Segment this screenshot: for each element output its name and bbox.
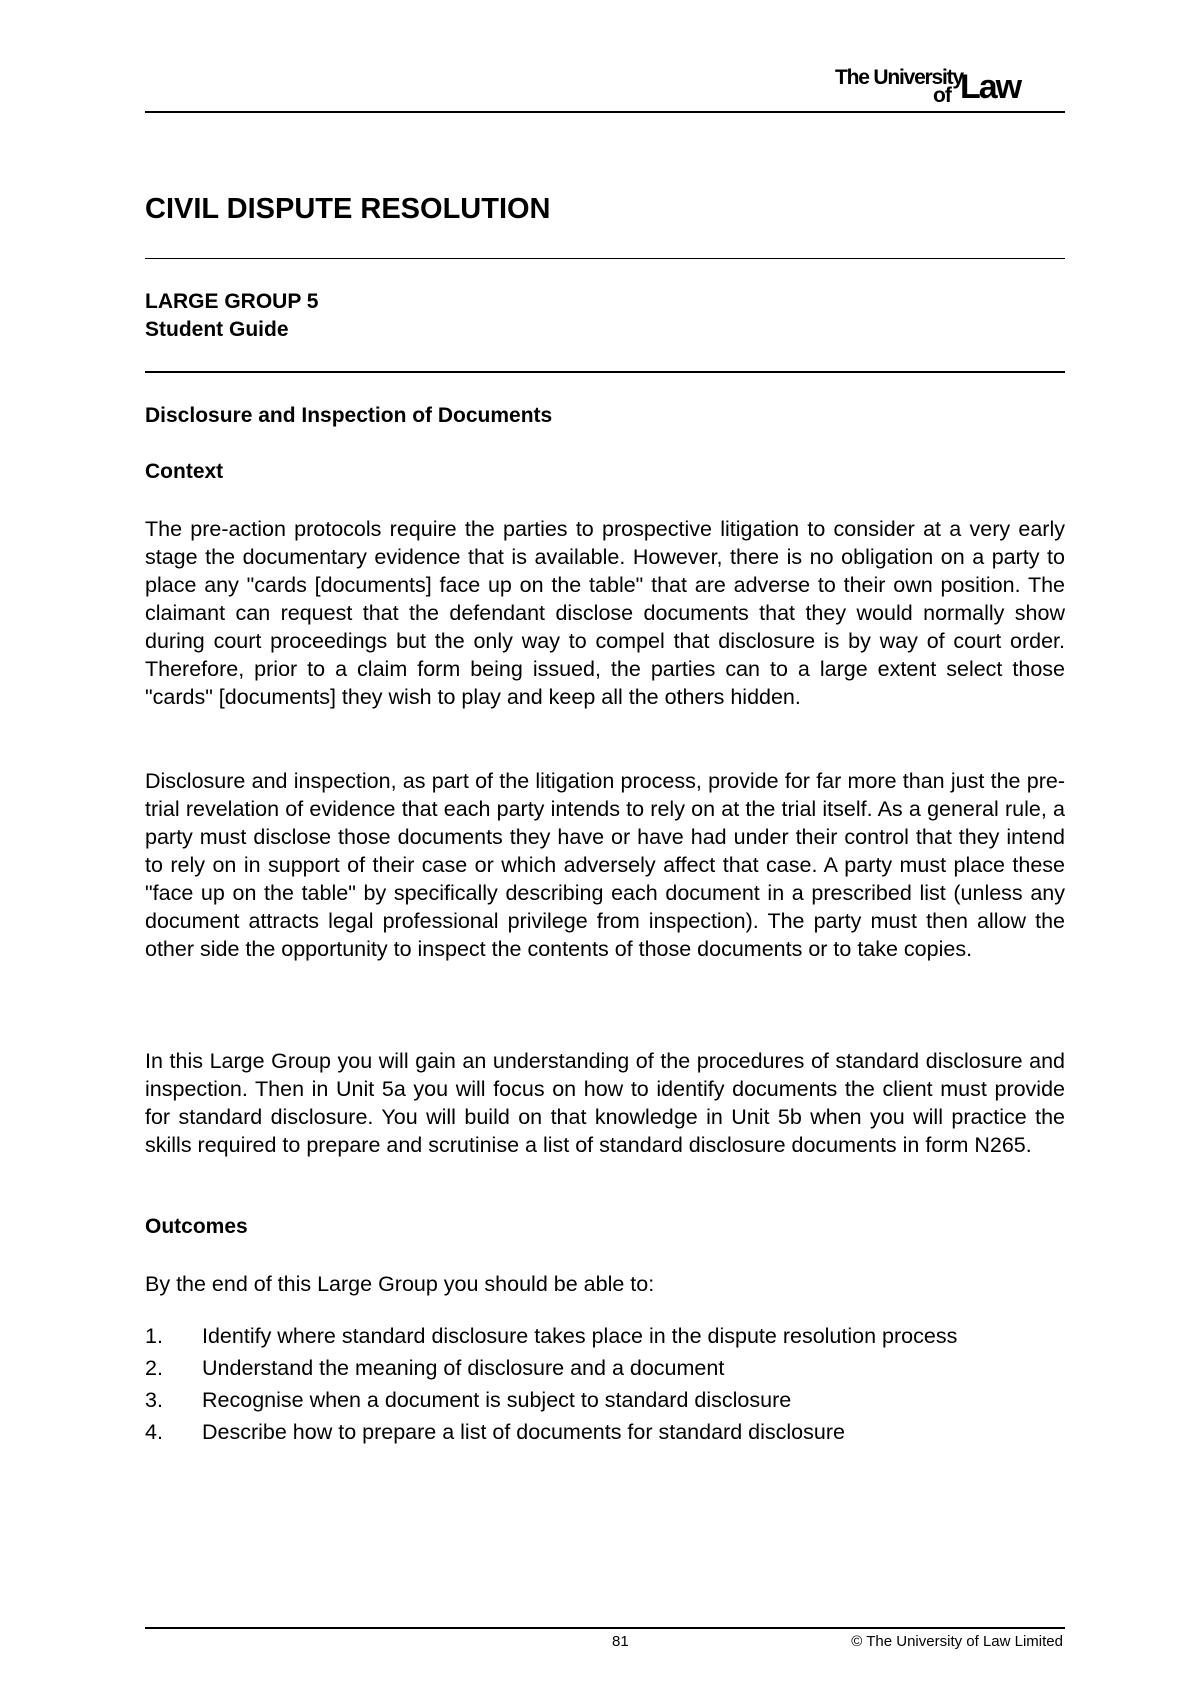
footer-rule <box>145 1627 1065 1629</box>
item-text: Describe how to prepare a list of documents for standard disclosure <box>202 1420 845 1444</box>
list-item <box>145 1384 1065 1416</box>
item-text: Understand the meaning of disclosure and a document <box>202 1356 725 1380</box>
item-text: Identify where standard disclosure takes place in the dispute resolution process <box>202 1324 958 1348</box>
copyright: © The University of Law Limited <box>851 1633 1063 1650</box>
header-rule <box>145 111 1065 113</box>
item-number: 2. <box>145 1356 163 1380</box>
item-text: Recognise when a document is subject to standard disclosure <box>202 1388 792 1412</box>
context-paragraph-3: In this Large Group you will gain an understanding of the procedures of standard disclosure and inspection. Then in Unit 5a you will focus on how to identify documents the client must provide for standard disclosure. You will build on that knowledge in Unit 5b when you will practice the skills required to prepare and scrutinise a list of standard disclosure documents in form N265. <box>145 1049 1065 1157</box>
student-guide-label: Student Guide <box>145 318 289 341</box>
divider <box>145 258 1065 259</box>
university-of-law-logo <box>825 64 1065 110</box>
document-title: CIVIL DISPUTE RESOLUTION <box>145 193 551 225</box>
divider <box>145 371 1065 373</box>
outcomes-list <box>145 1320 1065 1448</box>
section-heading: Disclosure and Inspection of Documents <box>145 404 553 427</box>
logo-text: of <box>933 84 951 107</box>
outcomes-heading: Outcomes <box>145 1215 248 1238</box>
item-number: 4. <box>145 1420 163 1444</box>
context-heading: Context <box>145 460 224 483</box>
list-item <box>145 1320 1065 1352</box>
context-paragraph-1: The pre-action protocols require the parties to prospective litigation to consider at a very early stage the documentary evidence that is available. However, there is no obligation on a party to place any "cards [documents] face up on the table" that are adverse to their own position. The claimant can request that the defendant disclose documents that they would normally show during court proceedings but the only way to compel that disclosure is by way of court order. Therefore, prior to a claim form being issued, the parties can to a large extent select those "cards" [documents] they wish to play and keep all the others hidden. <box>145 517 1065 709</box>
item-number: 1. <box>145 1324 163 1348</box>
logo-text: Law <box>960 68 1021 106</box>
item-number: 3. <box>145 1388 163 1412</box>
context-paragraph-2: Disclosure and inspection, as part of the litigation process, provide for far more than just the pre-trial revelation of evidence that each party intends to rely on at the trial itself. As a general rule, a party must disclose those documents they have or have had under their control that they intend to rely on in support of their case or which adversely affect that case. A party must place these "face up on the table" by specifically describing each document in a prescribed list (unless any document attracts legal professional privilege from inspection). The party must then allow the other side the opportunity to inspect the contents of those documents or to take copies. <box>145 769 1065 961</box>
page-number: 81 <box>612 1633 629 1650</box>
list-item <box>145 1352 1065 1384</box>
large-group-label: LARGE GROUP 5 <box>145 290 319 313</box>
list-item <box>145 1416 1065 1448</box>
logo-text: The University <box>835 66 963 89</box>
outcomes-intro: By the end of this Large Group you should be able to: <box>145 1272 655 1296</box>
